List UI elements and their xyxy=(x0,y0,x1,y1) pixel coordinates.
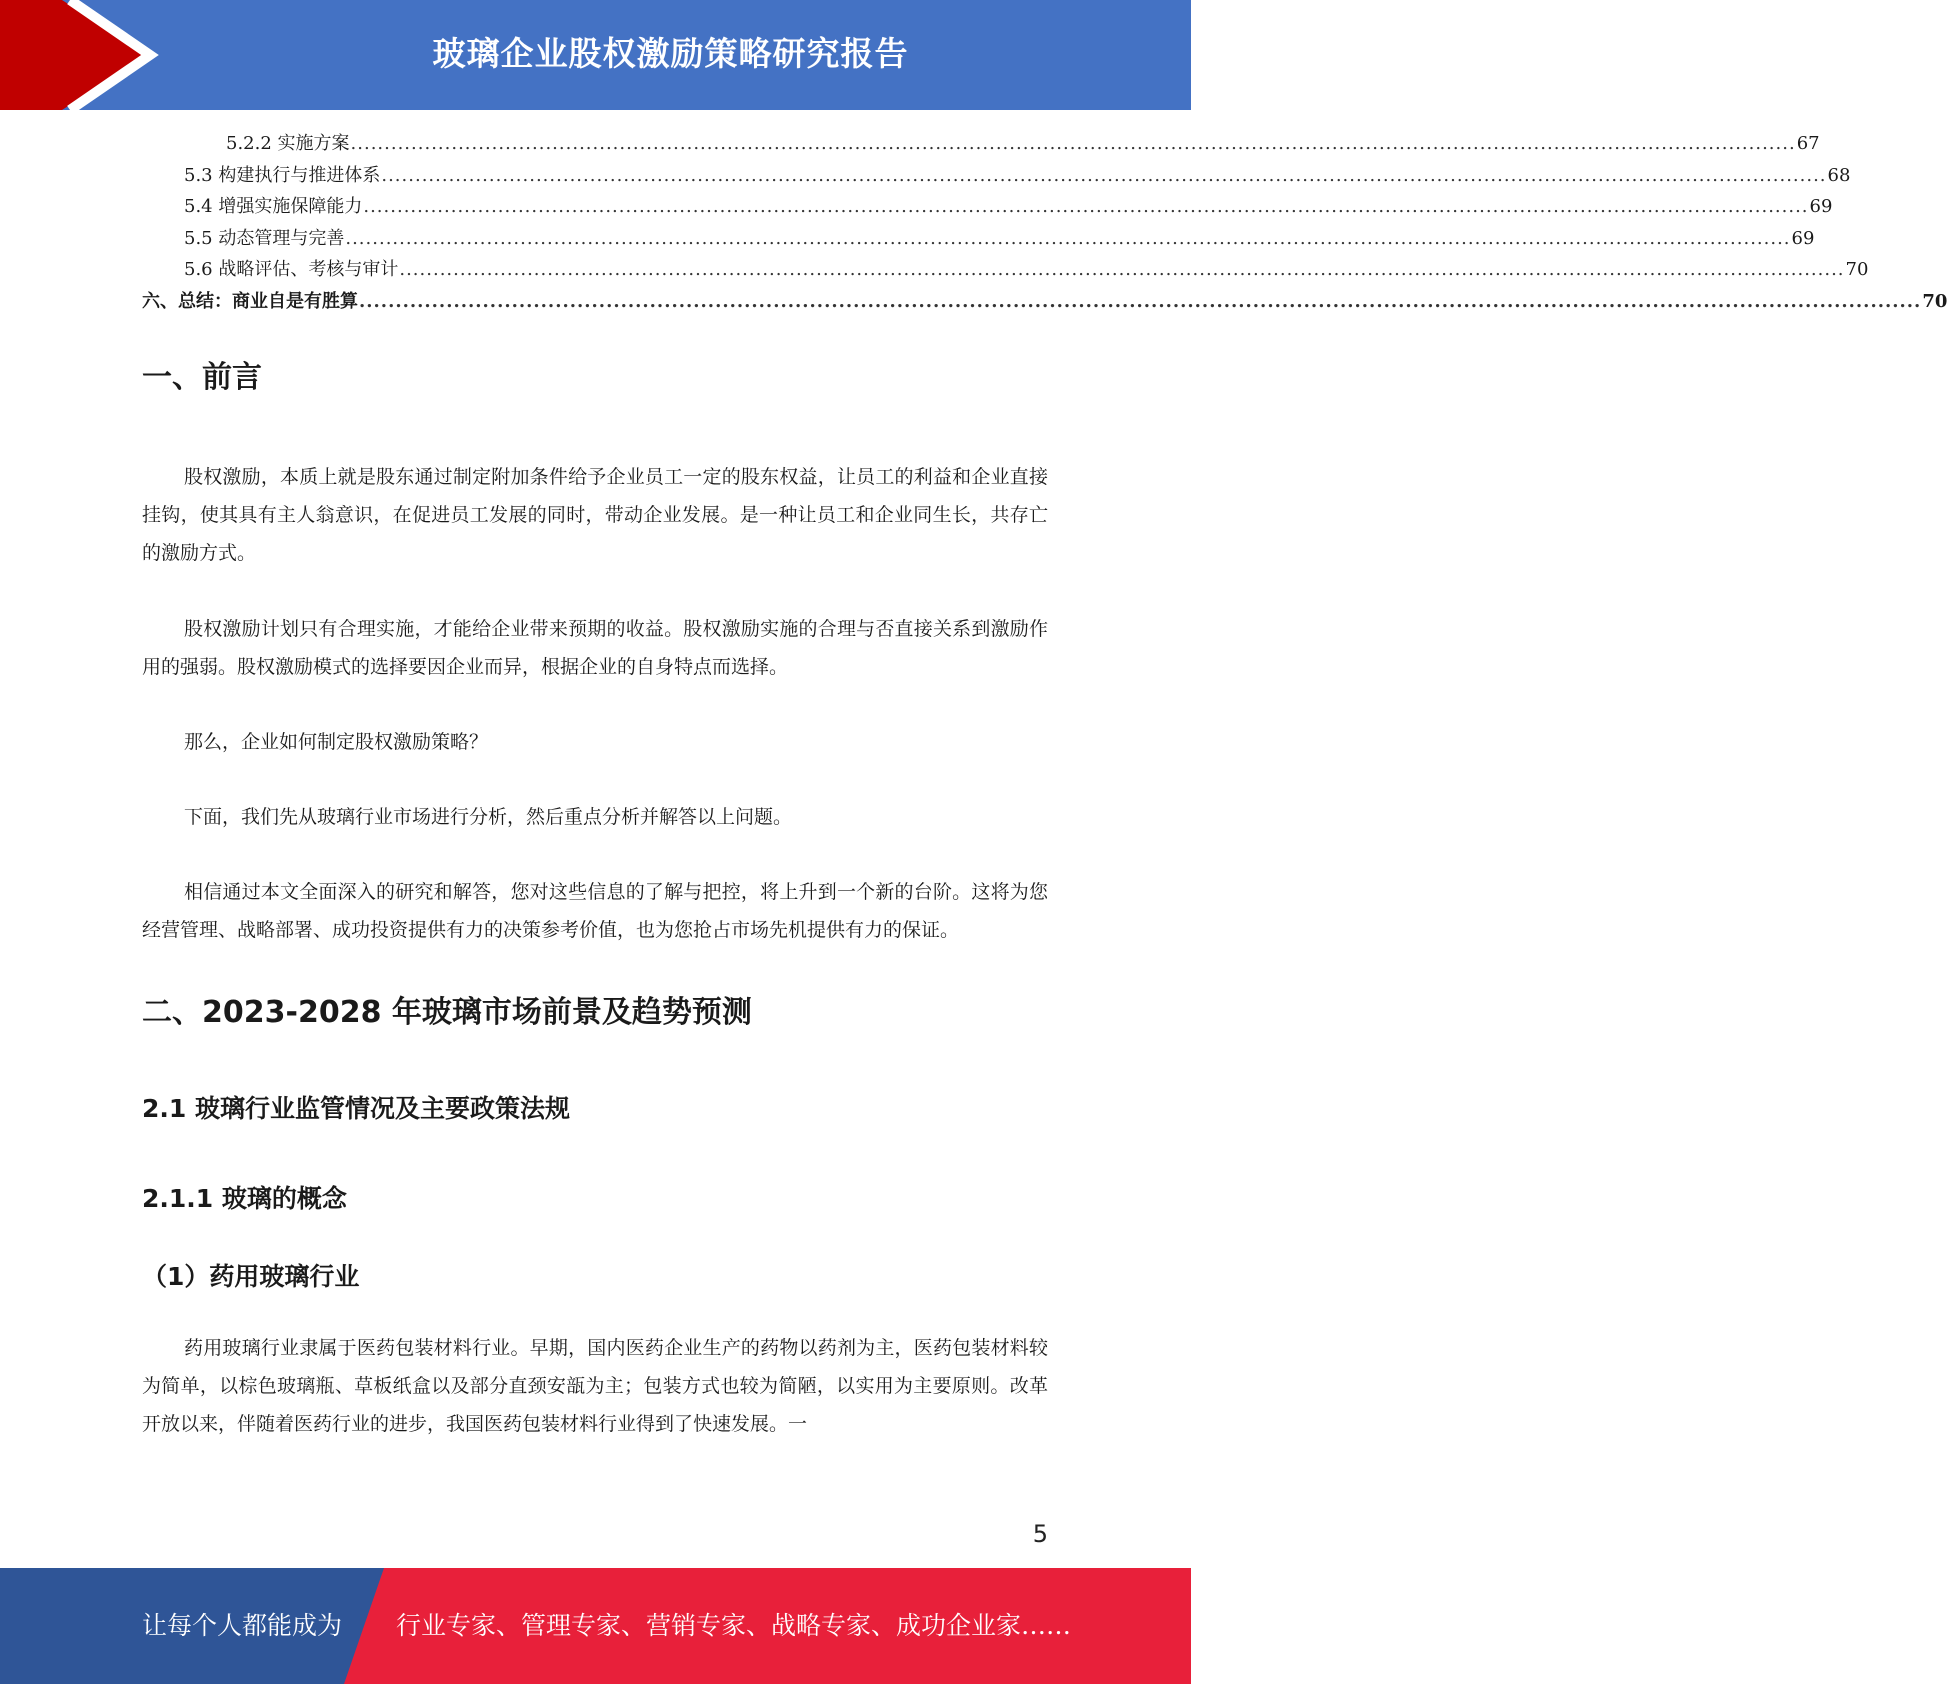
toc-entry-page: 70 xyxy=(1922,290,1947,312)
paragraph: 股权激励，本质上就是股东通过制定附加条件给予企业员工一定的股东权益，让员工的利益和企业直接挂钩，使其具有主人翁意识，在促进员工发展的同时，带动企业发展。是一种让员工和企业同生长，共存亡的激励方式。 xyxy=(142,466,1048,564)
toc-entry[interactable] xyxy=(142,128,1820,160)
document-body xyxy=(142,352,1048,1443)
toc-entry[interactable] xyxy=(142,160,1851,192)
subsection-heading-concept: 2.1.1 玻璃的概念 xyxy=(142,1184,347,1213)
toc-leader-dots: ....................................................................................................................................................................................................................... xyxy=(399,259,1845,280)
toc-entry[interactable] xyxy=(142,286,1947,318)
toc-leader-dots: ....................................................................................................................................................................................................................... xyxy=(359,290,1922,312)
subsection-heading-regulation: 2.1 玻璃行业监管情况及主要政策法规 xyxy=(142,1094,570,1123)
report-title: 玻璃企业股权激励策略研究报告 xyxy=(432,34,909,73)
paragraph: 相信通过本文全面深入的研究和解答，您对这些信息的了解与把控，将上升到一个新的台阶。这将为您经营管理、战略部署、成功投资提供有力的决策参考价值，也为您抢占市场先机提供有力的保证。 xyxy=(142,881,1048,941)
paragraph: 股权激励计划只有合理实施，才能给企业带来预期的收益。股权激励实施的合理与否直接关系到激励作用的强弱。股权激励模式的选择要因企业而异，根据企业的自身特点而选择。 xyxy=(142,618,1048,678)
footer-slogan-left: 让每个人都能成为 xyxy=(142,1611,343,1640)
section-heading-preface: 一、前言 xyxy=(142,360,262,395)
toc-entry-label: 5.3 构建执行与推进体系 xyxy=(184,164,381,186)
toc-entry-label: 5.4 增强实施保障能力 xyxy=(184,196,363,217)
toc-entry-label: 5.6 战略评估、考核与审计 xyxy=(184,259,399,280)
page-footer xyxy=(0,1568,1191,1684)
toc-entry-page: 70 xyxy=(1845,259,1869,280)
paragraph: 那么，企业如何制定股权激励策略？ xyxy=(184,731,489,753)
table-of-contents xyxy=(142,128,1947,317)
section-heading-market-forecast: 二、2023-2028 年玻璃市场前景及趋势预测 xyxy=(142,995,752,1030)
toc-leader-dots: ....................................................................................................................................................................................................................... xyxy=(381,164,1827,186)
paragraph: 下面，我们先从玻璃行业市场进行分析，然后重点分析并解答以上问题。 xyxy=(184,806,793,828)
toc-entry[interactable] xyxy=(142,191,1833,223)
toc-entry-page: 67 xyxy=(1796,133,1820,154)
toc-leader-dots: ....................................................................................................................................................................................................................... xyxy=(363,196,1809,217)
subsection-heading-pharma-glass: （1）药用玻璃行业 xyxy=(142,1262,360,1291)
toc-entry-label: 5.5 动态管理与完善 xyxy=(184,227,345,249)
paragraph: 药用玻璃行业隶属于医药包装材料行业。早期，国内医药企业生产的药物以药剂为主，医药包装材料较为简单，以棕色玻璃瓶、草板纸盒以及部分直颈安瓿为主；包装方式也较为简陋，以实用为主要原则。改革开放以来，伴随着医药行业的进步，我国医药包装材料行业得到了快速发展。一 xyxy=(142,1337,1048,1435)
page-number: 5 xyxy=(1032,1520,1048,1548)
toc-entry[interactable] xyxy=(142,254,1869,286)
toc-entry-label: 六、总结：商业自是有胜算 xyxy=(142,290,358,312)
toc-entry-page: 69 xyxy=(1809,196,1833,217)
footer-slogan-right: 行业专家、管理专家、营销专家、战略专家、成功企业家…… xyxy=(396,1611,1072,1640)
page-header xyxy=(0,0,1191,110)
toc-entry-page: 68 xyxy=(1827,164,1851,186)
toc-leader-dots: ....................................................................................................................................................................................................................... xyxy=(345,227,1791,249)
toc-leader-dots: ....................................................................................................................................................................................................................... xyxy=(350,133,1796,154)
toc-entry-label: 5.2.2 实施方案 xyxy=(226,133,350,154)
toc-entry[interactable] xyxy=(142,223,1815,255)
toc-entry-page: 69 xyxy=(1791,227,1815,249)
